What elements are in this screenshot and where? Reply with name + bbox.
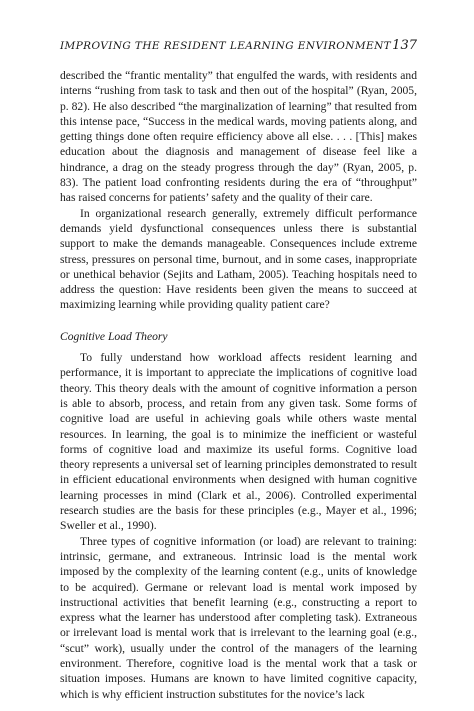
paragraph: To fully understand how workload affects resident learning and performance, it is important to appreciate the implications of cognitive load theory. This theory deals with the amount of cognitive information a person is able to absorb, process, and retain from any given task. Some forms of cognitive load are useful in achieving goals while others waste mental resources. In learning, the goal is to minimize the inefficient or wasteful forms of cognitive load and maximize its useful forms. Cognitive load theory represents a universal set of learning principles demonstrated to result in efficient educational environments when designed with human cognitive learning processes in mind (Clark et al., 2006). Controlled experimental research studies are the basis for these principles (e.g., Mayer et al., 1996; Sweller et al., 1990).: [60, 351, 417, 533]
paragraph: In organizational research generally, extremely difficult performance demands yield dysfunctional consequences unless there is substantial support to make the demands manageable. Consequences include extreme stress, pressures on personal time, burnout, and in some cases, inappropriate or unethical behavior (Sejits and Latham, 2005). Teaching hospitals need to address the question: Have residents been given the means to succeed at maximizing learning while providing quality patient care?: [60, 206, 417, 312]
section-heading: Cognitive Load Theory: [60, 329, 168, 343]
running-head: IMPROVING THE RESIDENT LEARNING ENVIRONMENT: [60, 40, 392, 52]
page-number: 137: [392, 38, 417, 53]
body-text: [60, 68, 417, 702]
paragraph: described the “frantic mentality” that engulfed the wards, with residents and interns “rushing from task to task and then out of the hospital” (Ryan, 2005, p. 82). He also described “the marginalization of learning” that resulted from this intense pace, “Success in the medical wards, moving patients along, and getting things done often require efficiency above all else. . . . [This] makes education about the diagnosis and management of disease feel like a hindrance, a drag on the steady progress through the day” (Ryan, 2005, p. 83). The patient load confronting residents during the era of “throughput” has raised concerns for patients’ safety and the quality of their care.: [60, 69, 417, 205]
paragraph: Three types of cognitive information (or load) are relevant to training: intrinsic, germane, and extraneous. Intrinsic load is the mental work imposed by the complexity of the learning content (e.g., units of knowledge to be acquired). Germane or relevant load is mental work imposed by instructional activities that benefit learning (e.g., constructing a report to express what the learner has understood after completing task). Extraneous or irrelevant load is mental work that is irrelevant to the learning goal (e.g., “scut” work), usually under the control of the managers of the learning environment. Therefore, cognitive load is the mental work that a task or situation imposes. Humans are known to have limited cognitive capacity, which is why efficient instruction substitutes for the novice’s lack: [60, 534, 417, 701]
